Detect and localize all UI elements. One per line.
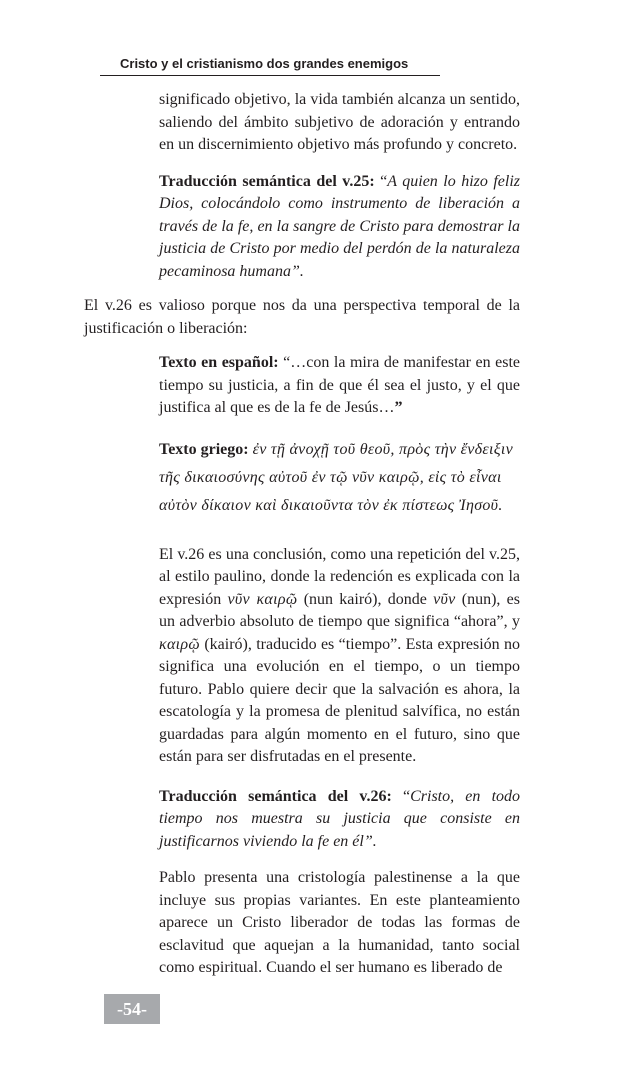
greek-term-nun-kairo: νῦν καιρῷ — [227, 590, 298, 608]
paragraph-spanish-text — [159, 352, 520, 420]
conclusion-text-3: (nun), es un adverbio absoluto de tiempo que significa “ahora”, y — [159, 590, 521, 630]
open-quote: “ — [402, 787, 411, 805]
label-semantic-translation-v25: Traducción semántica del v.25: — [159, 172, 375, 190]
label-spanish-text: Texto en español: — [159, 354, 279, 371]
greek-term-nun: νῦν — [433, 590, 456, 608]
paragraph-v26-intro: El v.26 es valioso porque nos da una perspectiva temporal de la justificación o liberación: — [84, 297, 520, 337]
spanish-text: “…con la mira de manifestar en este tiempo su justicia, a fin de que él sea el justo, y el que justifica al que es de la fe de Jesús… — [159, 354, 521, 416]
page-number: -54- — [104, 994, 160, 1024]
paragraph-greek-text — [159, 436, 520, 520]
close-quote: ” — [394, 399, 403, 416]
paragraph-christology: Pablo presenta una cristología palestinense a la que incluye sus propias variantes. En este planteamiento aparece un Cristo liberador de todas las formas de esclavitud que aquejan a la humanidad, tanto social como espiritual. Cuando el ser humano es liberado de — [159, 869, 520, 976]
label-semantic-translation-v26: Traducción semántica del v.26: — [159, 787, 392, 805]
greek-term-kairo: καιρῷ — [159, 635, 200, 653]
paragraph-semantic-translation-v25 — [159, 171, 520, 284]
quote-v25: A quien lo hizo feliz Dios, colocándolo como instrumento de liberación a través de la fe, en la sangre de Cristo para demostrar la justicia de Cristo por medio del perdón de la naturaleza pecaminosa humana”. — [159, 172, 521, 280]
conclusion-text-2: (nun kairó), donde — [297, 590, 434, 608]
paragraph-v26-conclusion — [159, 544, 520, 769]
conclusion-text-1: El v.26 es una conclusión, como una repetición del v.25, al estilo paulino, donde la redención es explicada con la expresión — [159, 545, 520, 608]
greek-text: ἐν τῇ ἀνοχῇ τοῦ θεοῦ, πρὸς τὴν ἔνδειξιν τῆς δικαιοσύνης αὐτοῦ ἐν τῷ νῦν καιρῷ, εἰς τὸ εἶναι αὐτὸν δίκαιον καὶ δικαιοῦντα τὸν ἐκ πίστεως Ἰησοῦ. — [159, 440, 514, 514]
paragraph-semantic-translation-v26 — [159, 786, 520, 854]
running-header — [100, 56, 440, 76]
conclusion-text-4: (kairó), traducido es “tiempo”. Esta expresión no significa una evolución en el tiempo, o un tiempo futuro. Pablo quiere decir que la salvación es ahora, la escatología y la promesa de plenitud salvífica, no están guardadas para algún momento en el futuro, sino que están para ser disfrutadas en el presente. — [159, 635, 520, 765]
running-title: Cristo y el cristianismo dos grandes enemigos — [120, 56, 409, 71]
paragraph-continuation: significado objetivo, la vida también alcanza un sentido, saliendo del ámbito subjetivo de adoración y entrando en un discernimiento objetivo más profundo y concreto. — [159, 91, 520, 153]
label-greek-text: Texto griego: — [159, 440, 249, 458]
quote-v26: Cristo, en todo tiempo nos muestra su justicia que consiste en justificarnos viviendo la fe en él”. — [159, 787, 521, 850]
open-quote: “ — [380, 172, 388, 190]
body-text — [84, 89, 520, 980]
